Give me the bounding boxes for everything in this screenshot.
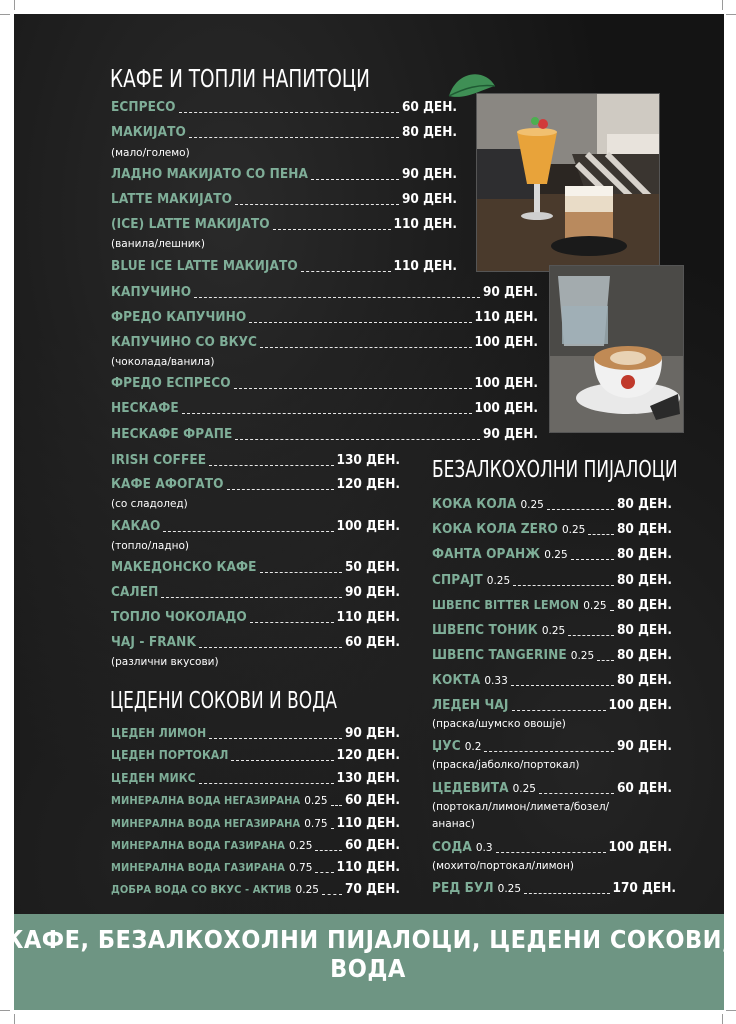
menu-item [111, 837, 400, 855]
menu-item [111, 191, 457, 209]
menu-item [432, 521, 672, 539]
menu-item [432, 672, 672, 690]
leader-dots [161, 597, 342, 598]
item-price: 60 ДЕН. [401, 99, 457, 115]
item-name: НЕСКАФЕ ФРАПЕ [111, 426, 233, 442]
leader-dots [260, 572, 342, 573]
item-price: 110 ДЕН. [474, 309, 538, 325]
item-price: 90 ДЕН. [482, 284, 538, 300]
menu-item [111, 452, 400, 470]
leader-dots [273, 229, 391, 230]
leader-dots [209, 465, 333, 466]
item-name: ШВЕПС BITTER LEMON [432, 597, 580, 612]
item-size: 0.25 [304, 795, 328, 807]
item-price: 80 ДЕН. [616, 597, 672, 613]
menu-item [111, 747, 400, 765]
menu-item [111, 124, 457, 142]
leader-dots [235, 439, 480, 440]
menu-item [432, 839, 672, 857]
item-name: ЛЕДЕН ЧАЈ [432, 697, 509, 713]
item-size: 0.75 [289, 862, 313, 874]
leader-dots [524, 893, 609, 894]
item-note: (различни вкусови) [111, 656, 219, 668]
leader-dots [250, 622, 334, 623]
menu-item [111, 634, 400, 652]
item-price: 110 ДЕН. [393, 258, 457, 274]
item-name: ФРЕДО КАПУЧИНО [111, 309, 247, 325]
menu-item [111, 518, 400, 536]
item-price: 120 ДЕН. [336, 747, 400, 763]
item-name: ЕСПРЕСО [111, 99, 176, 115]
item-price: 60 ДЕН. [616, 780, 672, 796]
item-size: 0.25 [544, 549, 568, 561]
item-name: МИНЕРАЛНА ВОДА НЕГАЗИРАНА [111, 817, 301, 830]
item-price: 110 ДЕН. [336, 859, 400, 875]
menu-item [432, 880, 676, 898]
menu-item [111, 859, 400, 877]
menu-item [432, 738, 672, 756]
item-name: МИНЕРАЛНА ВОДА ГАЗИРАНА [111, 839, 285, 852]
leader-dots [539, 793, 614, 794]
item-price: 70 ДЕН. [344, 881, 400, 897]
leader-dots [571, 559, 614, 560]
leader-dots [227, 489, 334, 490]
menu-item [111, 725, 400, 743]
item-name: КОКТА [432, 672, 481, 688]
item-size: 0.25 [289, 840, 313, 852]
item-name: ФРЕДО ЕСПРЕСО [111, 375, 231, 391]
item-note: (со сладолед) [111, 498, 188, 510]
crop-mark [14, 0, 15, 10]
item-price: 90 ДЕН. [401, 166, 457, 182]
item-price: 80 ДЕН. [616, 521, 672, 537]
menu-item [111, 476, 400, 494]
item-name: КОКА КОЛА ZERO [432, 521, 558, 537]
menu-item [432, 780, 672, 798]
leader-dots [496, 852, 606, 853]
leader-dots [610, 610, 614, 611]
crop-mark [14, 1014, 15, 1024]
heading-soft-drinks: БЕЗАЛКОХОЛНИ ПИЈАЛОЦИ [432, 457, 678, 483]
leader-dots [189, 137, 399, 138]
item-size: 0.25 [512, 783, 536, 795]
cappuccino-photo [549, 265, 684, 433]
menu-item [111, 309, 538, 327]
item-name: ЦЕДЕН МИКС [111, 771, 196, 785]
leader-dots [484, 751, 614, 752]
item-price: 90 ДЕН. [482, 426, 538, 442]
crop-mark [0, 1010, 10, 1011]
menu-item [432, 697, 672, 715]
item-name: КОКА КОЛА [432, 496, 517, 512]
menu-item [111, 770, 400, 788]
item-price: 90 ДЕН. [344, 725, 400, 741]
item-price: 130 ДЕН. [336, 452, 400, 468]
menu-item [111, 284, 538, 302]
leader-dots [322, 894, 342, 895]
leader-dots [260, 347, 471, 348]
menu-item [432, 572, 672, 590]
item-name: СПРАЈТ [432, 572, 483, 588]
menu-item [111, 99, 457, 117]
item-price: 80 ДЕН. [616, 622, 672, 638]
item-name: КАПУЧИНО [111, 284, 192, 300]
item-price: 90 ДЕН. [616, 738, 672, 754]
item-price: 100 ДЕН. [474, 334, 538, 350]
leader-dots [513, 585, 614, 586]
leader-dots [568, 635, 614, 636]
item-note: ананас) [432, 818, 475, 830]
item-note: (чоколада/ванила) [111, 356, 215, 368]
item-note: (праска/јаболко/портокал) [432, 759, 580, 771]
menu-item [111, 426, 538, 444]
heading-juices: ЦЕДЕНИ СОКОВИ И ВОДА [110, 688, 337, 714]
leader-dots [511, 685, 614, 686]
item-name: ЧАЈ - FRANK [111, 634, 196, 650]
menu-item [432, 496, 672, 514]
menu-item [111, 792, 400, 810]
item-name: РЕД БУЛ [432, 880, 494, 896]
menu-item [111, 375, 538, 393]
leader-dots [588, 534, 614, 535]
menu-item [432, 622, 672, 640]
item-size: 0.25 [497, 883, 522, 895]
item-price: 130 ДЕН. [336, 770, 400, 786]
item-name: ШВЕПС TANGERINE [432, 647, 567, 663]
menu-item [111, 609, 400, 627]
item-price: 100 ДЕН. [608, 839, 672, 855]
item-name: ЏУС [432, 738, 461, 754]
leader-dots [547, 509, 614, 510]
item-price: 90 ДЕН. [344, 584, 400, 600]
item-price: 170 ДЕН. [612, 880, 676, 896]
item-note: (ванила/лешник) [111, 238, 205, 250]
item-price: 80 ДЕН. [616, 546, 672, 562]
item-note: (праска/шумско овошје) [432, 718, 566, 730]
leader-dots [231, 760, 333, 761]
menu-item [111, 334, 538, 352]
item-price: 80 ДЕН. [401, 124, 457, 140]
crop-mark [722, 0, 723, 10]
crop-mark [726, 14, 736, 15]
crop-mark [0, 14, 10, 15]
item-size: 0.25 [583, 600, 607, 612]
leader-dots [597, 660, 614, 661]
leader-dots [331, 805, 342, 806]
item-price: 100 ДЕН. [608, 697, 672, 713]
leader-dots [199, 783, 334, 784]
item-size: 0.2 [464, 741, 482, 753]
item-price: 80 ДЕН. [616, 672, 672, 688]
item-size: 0.25 [570, 650, 595, 662]
item-price: 80 ДЕН. [616, 496, 672, 512]
item-name: ФАНТА ОРАНЖ [432, 546, 541, 562]
item-name: (ICE) LATTE МАКИЈАТО [111, 216, 270, 232]
item-name: МАКИЈАТО [111, 124, 186, 140]
menu-item [432, 546, 672, 564]
menu-item [111, 216, 457, 234]
item-price: 110 ДЕН. [336, 609, 400, 625]
item-name: КАПУЧИНО СО ВКУС [111, 334, 258, 350]
item-name: ТОПЛО ЧОКОЛАДО [111, 609, 247, 625]
leader-dots [234, 388, 472, 389]
item-size: 0.33 [484, 675, 508, 687]
menu-item [111, 559, 400, 577]
item-name: САЛЕП [111, 584, 159, 600]
item-name: ЛАДНО МАКИЈАТО СО ПЕНА [111, 166, 309, 182]
menu-item [111, 400, 538, 418]
leader-dots [315, 850, 342, 851]
menu-item [111, 815, 400, 833]
item-size: 0.25 [561, 524, 586, 536]
item-name: ШВЕПС ТОНИК [432, 622, 538, 638]
item-name: СОДА [432, 839, 472, 855]
item-price: 110 ДЕН. [393, 216, 457, 232]
item-name: МАКЕДОНСКО КАФЕ [111, 559, 257, 575]
item-price: 80 ДЕН. [616, 647, 672, 663]
leader-dots [182, 413, 472, 414]
leader-dots [331, 828, 334, 829]
item-name: ЦЕДЕН ПОРТОКАЛ [111, 748, 229, 762]
item-name: МИНЕРАЛНА ВОДА ГАЗИРАНА [111, 861, 285, 874]
leader-dots [249, 322, 471, 323]
leader-dots [315, 872, 333, 873]
item-price: 60 ДЕН. [344, 792, 400, 808]
item-note: (портокал/лимон/лимета/бозел/ [432, 801, 610, 813]
leader-dots [163, 531, 333, 532]
item-note: (мохито/портокал/лимон) [432, 860, 574, 872]
item-name: НЕСКАФЕ [111, 400, 179, 416]
menu-item [432, 597, 672, 615]
item-size: 0.25 [295, 884, 319, 896]
menu-item [111, 881, 400, 899]
item-size: 0.25 [541, 625, 566, 637]
item-price: 80 ДЕН. [616, 572, 672, 588]
item-name: IRISH COFFEE [111, 452, 207, 468]
item-name: BLUE ICE LATTE МАКИЈАТО [111, 258, 298, 274]
item-price: 100 ДЕН. [474, 400, 538, 416]
leader-dots [235, 204, 399, 205]
item-size: 0.25 [520, 499, 544, 511]
menu-item [111, 166, 457, 184]
menu-item [111, 258, 457, 276]
drinks-photo [476, 93, 660, 272]
item-name: КАФЕ АФОГАТО [111, 476, 224, 492]
leader-dots [209, 738, 342, 739]
item-size: 0.25 [486, 575, 511, 587]
item-note: (топло/ладно) [111, 540, 189, 552]
crop-mark [722, 1014, 723, 1024]
item-name: ЦЕДЕВИТА [432, 780, 509, 796]
item-name: ДОБРА ВОДА СО ВКУС - АКТИВ [111, 883, 292, 896]
item-name: МИНЕРАЛНА ВОДА НЕГАЗИРАНА [111, 794, 301, 807]
item-size: 0.3 [475, 842, 493, 854]
item-price: 100 ДЕН. [336, 518, 400, 534]
item-name: КАКАО [111, 518, 161, 534]
item-price: 60 ДЕН. [344, 634, 400, 650]
item-price: 90 ДЕН. [401, 191, 457, 207]
item-note: (мало/големо) [111, 147, 190, 159]
menu-item [111, 584, 400, 602]
item-price: 60 ДЕН. [344, 837, 400, 853]
item-price: 120 ДЕН. [336, 476, 400, 492]
leader-dots [179, 112, 399, 113]
footer-title: КАФЕ, БЕЗАЛКОХОЛНИ ПИЈАЛОЦИ, ЦЕДЕНИ СОКОВИ, ВОДА [4, 925, 732, 983]
item-name: LATTE МАКИЈАТО [111, 191, 233, 207]
item-price: 110 ДЕН. [336, 815, 400, 831]
heading-hot-drinks: КАФЕ И ТОПЛИ НАПИТОЦИ [110, 64, 370, 93]
leader-dots [199, 647, 342, 648]
item-price: 100 ДЕН. [474, 375, 538, 391]
item-price: 50 ДЕН. [344, 559, 400, 575]
leader-dots [311, 179, 399, 180]
item-size: 0.75 [304, 818, 328, 830]
leader-dots [512, 710, 606, 711]
leader-dots [194, 297, 480, 298]
crop-mark [726, 1010, 736, 1011]
item-name: ЦЕДЕН ЛИМОН [111, 726, 207, 740]
leader-dots [301, 271, 391, 272]
menu-item [432, 647, 672, 665]
